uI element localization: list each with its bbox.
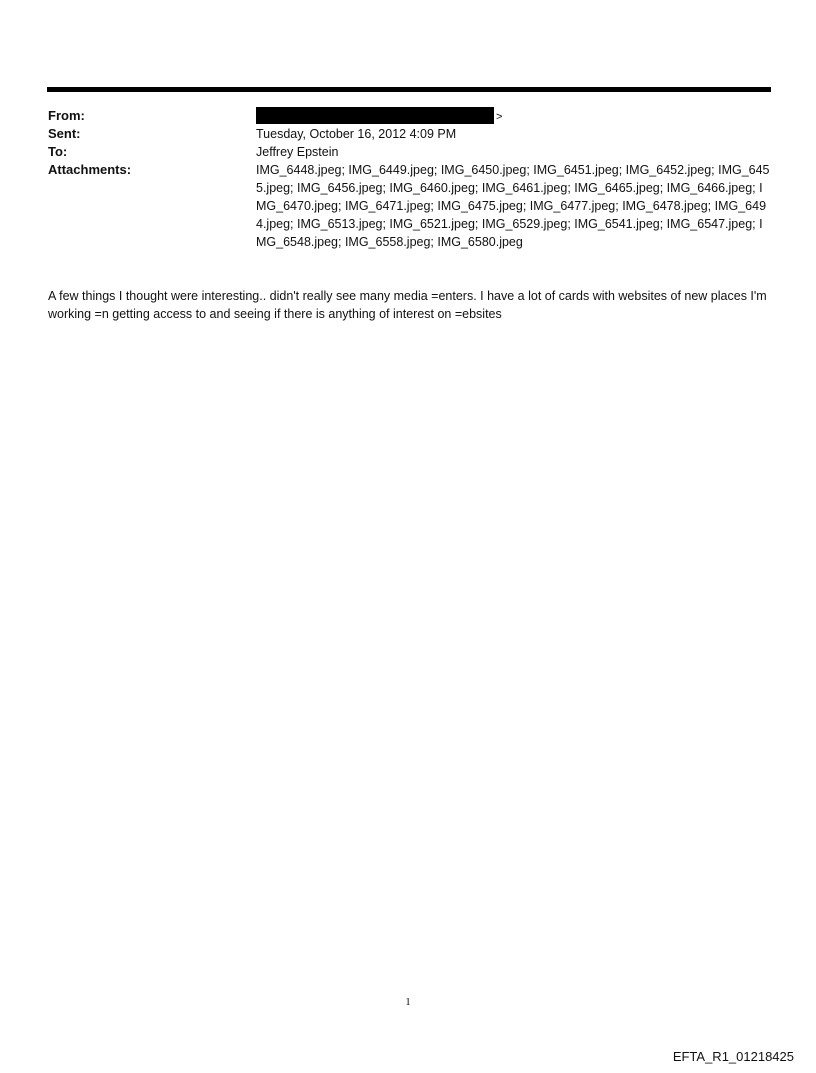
sent-value: Tuesday, October 16, 2012 4:09 PM bbox=[256, 127, 457, 141]
attachments-label: Attachments: bbox=[48, 162, 132, 177]
to-label: To: bbox=[48, 144, 68, 159]
from-row bbox=[48, 107, 772, 125]
document-id: EFTA_R1_01218425 bbox=[672, 1049, 794, 1064]
to-row bbox=[48, 143, 772, 161]
from-label: From: bbox=[48, 108, 85, 123]
header-divider bbox=[47, 87, 771, 92]
to-value: Jeffrey Epstein bbox=[256, 145, 339, 159]
from-value bbox=[256, 107, 772, 125]
attachments-row bbox=[48, 161, 772, 251]
redaction-bar bbox=[256, 107, 494, 124]
email-header bbox=[48, 107, 772, 251]
from-suffix: > bbox=[496, 111, 503, 123]
page-number: 1 bbox=[405, 996, 411, 1008]
sent-label: Sent: bbox=[48, 126, 81, 141]
sent-row bbox=[48, 125, 772, 143]
email-body: A few things I thought were interesting.. didn't really see many media =enters. I have a lot of cards with websites of new places I'm working =n getting access to and seeing if there is anything of interest on =ebsites bbox=[48, 289, 767, 321]
attachments-value: IMG_6448.jpeg; IMG_6449.jpeg; IMG_6450.jpeg; IMG_6451.jpeg; IMG_6452.jpeg; IMG_6455.jpeg; IMG_6456.jpeg; IMG_6460.jpeg; IMG_6461.jpeg; IMG_6465.jpeg; IMG_6466.jpeg; IMG_6470.jpeg; IMG_6471.jpeg; IMG_6475.jpeg; IMG_6477.jpeg; IMG_6478.jpeg; IMG_6494.jpeg; IMG_6513.jpeg; IMG_6521.jpeg; IMG_6529.jpeg; IMG_6541.jpeg; IMG_6547.jpeg; IMG_6548.jpeg; IMG_6558.jpeg; IMG_6580.jpeg bbox=[256, 163, 770, 249]
